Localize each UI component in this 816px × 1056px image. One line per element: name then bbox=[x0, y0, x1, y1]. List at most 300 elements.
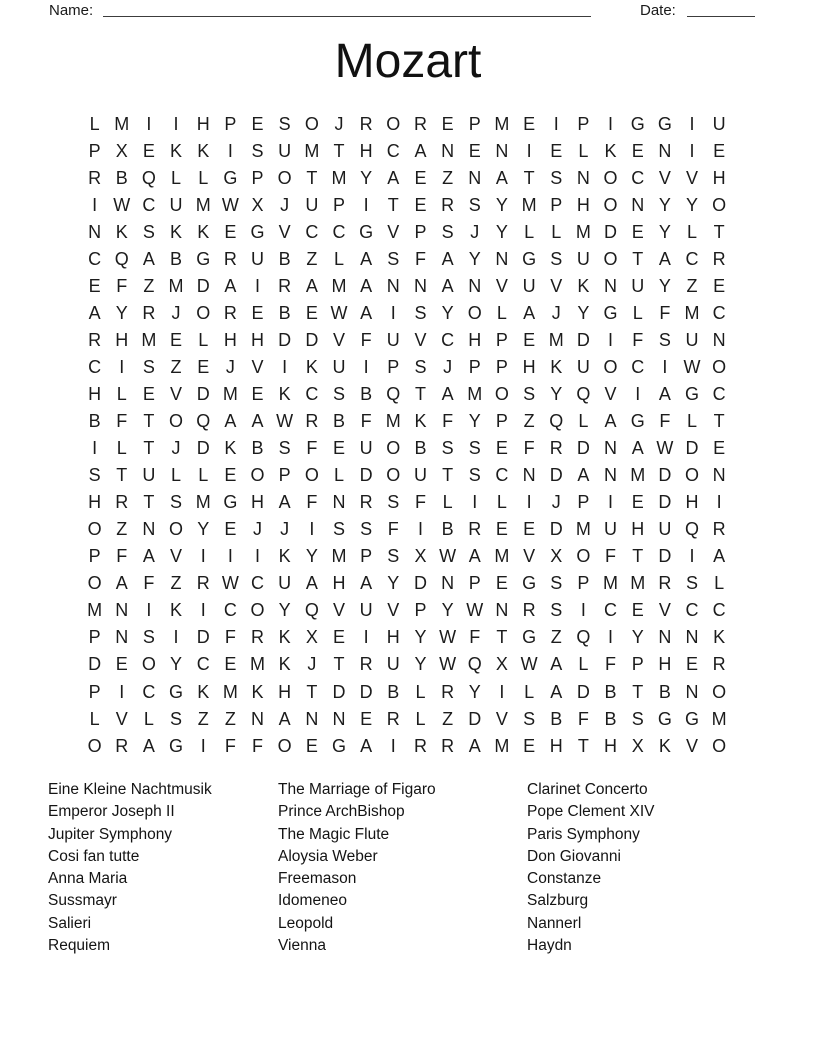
grid-letter-r13c8: S bbox=[278, 438, 291, 459]
grid-letter-r13c1: I bbox=[92, 438, 98, 459]
grid-letter-r17c9: Y bbox=[305, 546, 318, 567]
grid-letter-r24c6: F bbox=[224, 735, 236, 756]
grid-letter-r17c13: X bbox=[414, 546, 427, 567]
grid-letter-r11c20: V bbox=[604, 383, 617, 404]
grid-letter-r18c15: P bbox=[468, 573, 481, 594]
grid-letter-r5c1: N bbox=[88, 221, 102, 242]
grid-letter-r3c16: A bbox=[495, 167, 508, 188]
grid-letter-r11c3: E bbox=[142, 383, 155, 404]
grid-letter-r16c9: I bbox=[309, 519, 315, 540]
grid-letter-r15c5: M bbox=[195, 492, 211, 513]
grid-letter-r22c9: T bbox=[306, 681, 318, 702]
grid-letter-r8c15: O bbox=[467, 302, 482, 323]
grid-letter-r10c4: Z bbox=[170, 356, 182, 377]
grid-letter-r17c10: M bbox=[331, 546, 347, 567]
grid-letter-r7c17: U bbox=[522, 275, 536, 296]
grid-letter-r6c14: A bbox=[441, 248, 454, 269]
grid-letter-r1c14: E bbox=[441, 113, 454, 134]
grid-letter-r23c5: Z bbox=[197, 708, 209, 729]
grid-letter-r15c9: F bbox=[306, 492, 318, 513]
grid-letter-r4c11: I bbox=[363, 194, 369, 215]
grid-letter-r14c2: T bbox=[116, 465, 128, 486]
word-list-item: Prince ArchBishop bbox=[278, 803, 405, 821]
grid-letter-r12c20: A bbox=[604, 411, 617, 432]
grid-letter-r7c4: M bbox=[168, 275, 184, 296]
grid-letter-r22c23: N bbox=[685, 681, 699, 702]
grid-letter-r15c1: H bbox=[88, 492, 102, 513]
grid-letter-r21c11: R bbox=[359, 654, 373, 675]
grid-letter-r6c4: B bbox=[170, 248, 183, 269]
grid-letter-r5c21: E bbox=[631, 221, 644, 242]
grid-letter-r9c19: D bbox=[576, 329, 590, 350]
grid-letter-r21c2: E bbox=[115, 654, 128, 675]
grid-letter-r18c11: A bbox=[360, 573, 373, 594]
grid-letter-r5c11: G bbox=[359, 221, 374, 242]
grid-letter-r6c11: A bbox=[360, 248, 373, 269]
grid-letter-r7c6: A bbox=[224, 275, 237, 296]
grid-letter-r16c10: S bbox=[332, 519, 345, 540]
grid-letter-r2c2: X bbox=[115, 140, 128, 161]
grid-letter-r18c5: R bbox=[196, 573, 210, 594]
grid-letter-r8c24: C bbox=[712, 302, 726, 323]
grid-letter-r18c7: C bbox=[251, 573, 265, 594]
grid-letter-r17c16: M bbox=[494, 546, 510, 567]
grid-letter-r11c14: A bbox=[441, 383, 454, 404]
grid-letter-r15c21: E bbox=[631, 492, 644, 513]
grid-letter-r6c21: T bbox=[632, 248, 644, 269]
grid-letter-r24c20: H bbox=[604, 735, 618, 756]
grid-letter-r2c5: K bbox=[197, 140, 210, 161]
grid-letter-r20c13: Y bbox=[414, 627, 427, 648]
grid-letter-r16c4: O bbox=[169, 519, 184, 540]
grid-letter-r21c9: J bbox=[307, 654, 317, 675]
word-search-grid bbox=[81, 110, 733, 759]
grid-letter-r8c4: J bbox=[171, 302, 181, 323]
grid-letter-r5c2: K bbox=[115, 221, 128, 242]
grid-letter-r11c12: Q bbox=[386, 383, 401, 404]
grid-letter-r16c17: E bbox=[523, 519, 536, 540]
grid-letter-r9c4: E bbox=[170, 329, 183, 350]
grid-letter-r17c21: T bbox=[632, 546, 644, 567]
grid-letter-r7c24: E bbox=[713, 275, 726, 296]
grid-letter-r11c4: V bbox=[170, 383, 183, 404]
grid-letter-r13c5: D bbox=[196, 438, 210, 459]
grid-letter-r14c11: D bbox=[359, 465, 373, 486]
grid-letter-r4c4: U bbox=[169, 194, 183, 215]
grid-letter-r21c12: U bbox=[386, 654, 400, 675]
grid-letter-r21c20: F bbox=[605, 654, 617, 675]
grid-letter-r1c24: U bbox=[712, 113, 726, 134]
grid-letter-r24c22: K bbox=[658, 735, 671, 756]
grid-letter-r24c2: R bbox=[115, 735, 129, 756]
grid-letter-r21c23: E bbox=[686, 654, 699, 675]
grid-letter-r11c7: E bbox=[251, 383, 264, 404]
grid-letter-r23c14: Z bbox=[442, 708, 454, 729]
grid-letter-r11c10: S bbox=[332, 383, 345, 404]
grid-letter-r20c8: K bbox=[278, 627, 291, 648]
grid-letter-r10c17: H bbox=[522, 356, 536, 377]
grid-letter-r4c2: W bbox=[113, 194, 131, 215]
grid-letter-r24c18: H bbox=[549, 735, 563, 756]
grid-letter-r6c7: U bbox=[251, 248, 265, 269]
grid-letter-r14c22: D bbox=[658, 465, 672, 486]
grid-letter-r8c9: E bbox=[305, 302, 318, 323]
grid-letter-r15c13: F bbox=[414, 492, 426, 513]
grid-letter-r4c14: R bbox=[441, 194, 455, 215]
grid-letter-r13c15: S bbox=[468, 438, 481, 459]
grid-letter-r3c23: V bbox=[686, 167, 699, 188]
grid-letter-r14c19: A bbox=[577, 465, 590, 486]
grid-letter-r3c10: M bbox=[331, 167, 347, 188]
grid-letter-r1c23: I bbox=[689, 113, 695, 134]
grid-letter-r24c11: A bbox=[360, 735, 373, 756]
grid-letter-r14c18: D bbox=[549, 465, 563, 486]
grid-letter-r1c18: I bbox=[553, 113, 559, 134]
grid-letter-r9c1: R bbox=[88, 329, 102, 350]
grid-letter-r3c9: T bbox=[306, 167, 318, 188]
grid-letter-r2c3: E bbox=[142, 140, 155, 161]
grid-letter-r22c24: O bbox=[712, 681, 727, 702]
grid-letter-r22c3: C bbox=[142, 681, 156, 702]
grid-letter-r18c24: L bbox=[714, 573, 725, 594]
grid-letter-r13c14: S bbox=[441, 438, 454, 459]
grid-letter-r6c24: R bbox=[712, 248, 726, 269]
grid-letter-r16c14: B bbox=[441, 519, 454, 540]
grid-letter-r9c16: P bbox=[495, 329, 508, 350]
grid-letter-r21c22: H bbox=[658, 654, 672, 675]
grid-letter-r11c2: L bbox=[116, 383, 127, 404]
grid-letter-r10c23: W bbox=[683, 356, 701, 377]
grid-letter-r11c24: C bbox=[712, 383, 726, 404]
grid-letter-r8c6: R bbox=[223, 302, 237, 323]
grid-letter-r12c17: Z bbox=[523, 411, 535, 432]
grid-letter-r14c6: E bbox=[224, 465, 237, 486]
grid-letter-r12c7: A bbox=[251, 411, 264, 432]
grid-letter-r11c18: Y bbox=[550, 383, 563, 404]
grid-letter-r12c21: G bbox=[630, 411, 645, 432]
grid-letter-r7c23: Z bbox=[686, 275, 698, 296]
grid-letter-r3c11: Y bbox=[360, 167, 373, 188]
grid-letter-r4c21: N bbox=[631, 194, 645, 215]
grid-letter-r4c7: X bbox=[251, 194, 264, 215]
grid-letter-r13c19: D bbox=[576, 438, 590, 459]
grid-letter-r17c7: I bbox=[255, 546, 261, 567]
grid-letter-r12c3: T bbox=[143, 411, 155, 432]
grid-letter-r19c7: O bbox=[250, 600, 265, 621]
grid-letter-r13c3: T bbox=[143, 438, 155, 459]
grid-letter-r14c3: U bbox=[142, 465, 156, 486]
grid-letter-r10c6: J bbox=[225, 356, 235, 377]
grid-letter-r15c10: N bbox=[332, 492, 346, 513]
grid-letter-r12c10: B bbox=[332, 411, 345, 432]
grid-letter-r4c9: U bbox=[305, 194, 319, 215]
grid-letter-r5c15: J bbox=[470, 221, 480, 242]
grid-letter-r20c9: X bbox=[305, 627, 318, 648]
grid-letter-r8c18: J bbox=[551, 302, 561, 323]
grid-letter-r3c20: O bbox=[603, 167, 618, 188]
grid-letter-r6c18: S bbox=[550, 248, 563, 269]
word-list-item: Emperor Joseph II bbox=[48, 803, 175, 821]
grid-letter-r3c8: O bbox=[277, 167, 292, 188]
grid-letter-r7c10: M bbox=[331, 275, 347, 296]
grid-letter-r12c12: M bbox=[385, 411, 401, 432]
grid-letter-r6c13: F bbox=[414, 248, 426, 269]
grid-letter-r2c14: N bbox=[441, 140, 455, 161]
grid-letter-r2c12: C bbox=[386, 140, 400, 161]
grid-letter-r24c7: F bbox=[252, 735, 264, 756]
grid-letter-r12c6: A bbox=[224, 411, 237, 432]
grid-letter-r19c20: C bbox=[604, 600, 618, 621]
word-list-column-1 bbox=[48, 779, 212, 957]
grid-letter-r8c19: Y bbox=[577, 302, 590, 323]
grid-letter-r12c22: F bbox=[659, 411, 671, 432]
grid-letter-r4c16: Y bbox=[495, 194, 508, 215]
grid-letter-r24c10: G bbox=[331, 735, 346, 756]
grid-letter-r6c22: A bbox=[658, 248, 671, 269]
grid-letter-r14c14: T bbox=[442, 465, 454, 486]
grid-letter-r11c8: K bbox=[278, 383, 291, 404]
grid-letter-r21c14: W bbox=[439, 654, 457, 675]
grid-letter-r20c24: K bbox=[713, 627, 726, 648]
grid-letter-r15c24: I bbox=[716, 492, 722, 513]
grid-letter-r19c6: C bbox=[223, 600, 237, 621]
grid-letter-r10c19: U bbox=[576, 356, 590, 377]
grid-letter-r14c16: C bbox=[495, 465, 509, 486]
grid-letter-r5c16: Y bbox=[495, 221, 508, 242]
grid-letter-r23c4: S bbox=[170, 708, 183, 729]
word-list-item: Nannerl bbox=[527, 914, 582, 932]
grid-letter-r22c17: L bbox=[524, 681, 535, 702]
grid-letter-r23c10: N bbox=[332, 708, 346, 729]
grid-letter-r7c15: N bbox=[468, 275, 482, 296]
grid-letter-r24c12: I bbox=[390, 735, 396, 756]
grid-letter-r3c6: G bbox=[223, 167, 238, 188]
grid-letter-r8c13: S bbox=[414, 302, 427, 323]
grid-letter-r19c9: Q bbox=[304, 600, 319, 621]
grid-letter-r18c8: U bbox=[278, 573, 292, 594]
grid-letter-r2c16: N bbox=[495, 140, 509, 161]
grid-letter-r20c16: T bbox=[496, 627, 508, 648]
grid-letter-r17c3: A bbox=[142, 546, 155, 567]
word-list-item: Aloysia Weber bbox=[278, 847, 378, 865]
grid-letter-r22c2: I bbox=[119, 681, 125, 702]
grid-letter-r19c15: W bbox=[466, 600, 484, 621]
grid-letter-r14c20: N bbox=[604, 465, 618, 486]
grid-letter-r2c17: I bbox=[526, 140, 532, 161]
grid-letter-r13c13: B bbox=[414, 438, 427, 459]
grid-letter-r9c7: H bbox=[251, 329, 265, 350]
grid-letter-r8c22: F bbox=[659, 302, 671, 323]
grid-letter-r17c6: I bbox=[227, 546, 233, 567]
grid-letter-r8c2: Y bbox=[115, 302, 128, 323]
grid-letter-r24c9: E bbox=[305, 735, 318, 756]
grid-letter-r2c1: P bbox=[88, 140, 101, 161]
grid-letter-r23c18: B bbox=[550, 708, 563, 729]
grid-letter-r4c18: P bbox=[550, 194, 563, 215]
grid-letter-r18c4: Z bbox=[170, 573, 182, 594]
grid-letter-r19c22: V bbox=[658, 600, 671, 621]
word-list-item: Sussmayr bbox=[48, 892, 117, 910]
grid-letter-r13c22: W bbox=[656, 438, 674, 459]
grid-letter-r5c12: V bbox=[387, 221, 400, 242]
grid-letter-r15c6: G bbox=[223, 492, 238, 513]
grid-letter-r6c1: C bbox=[88, 248, 102, 269]
grid-letter-r11c5: D bbox=[196, 383, 210, 404]
grid-letter-r13c21: A bbox=[631, 438, 644, 459]
grid-letter-r5c13: P bbox=[414, 221, 427, 242]
grid-letter-r22c22: B bbox=[658, 681, 671, 702]
grid-letter-r2c9: M bbox=[304, 140, 320, 161]
grid-letter-r13c11: U bbox=[359, 438, 373, 459]
grid-letter-r17c4: V bbox=[170, 546, 183, 567]
grid-letter-r19c17: R bbox=[522, 600, 536, 621]
grid-letter-r20c14: W bbox=[439, 627, 457, 648]
grid-letter-r4c5: M bbox=[195, 194, 211, 215]
grid-letter-r16c22: U bbox=[658, 519, 672, 540]
grid-letter-r7c7: I bbox=[255, 275, 261, 296]
grid-letter-r10c2: I bbox=[119, 356, 125, 377]
grid-letter-r20c7: R bbox=[251, 627, 265, 648]
grid-letter-r18c1: O bbox=[87, 573, 102, 594]
grid-letter-r23c16: V bbox=[495, 708, 508, 729]
grid-letter-r19c21: E bbox=[631, 600, 644, 621]
grid-letter-r24c16: M bbox=[494, 735, 510, 756]
grid-letter-r5c24: T bbox=[713, 221, 725, 242]
grid-letter-r23c7: N bbox=[251, 708, 265, 729]
grid-letter-r10c24: O bbox=[712, 356, 727, 377]
grid-letter-r6c16: N bbox=[495, 248, 509, 269]
grid-letter-r18c19: P bbox=[577, 573, 590, 594]
grid-letter-r16c24: R bbox=[712, 519, 726, 540]
grid-letter-r5c10: C bbox=[332, 221, 346, 242]
grid-letter-r23c21: S bbox=[631, 708, 644, 729]
grid-letter-r16c13: I bbox=[417, 519, 423, 540]
word-list-item: Jupiter Symphony bbox=[48, 825, 173, 843]
grid-letter-r3c24: H bbox=[712, 167, 726, 188]
grid-letter-r18c14: N bbox=[441, 573, 455, 594]
grid-letter-r12c9: R bbox=[305, 411, 319, 432]
grid-letter-r9c8: D bbox=[278, 329, 292, 350]
grid-letter-r12c24: T bbox=[713, 411, 725, 432]
grid-letter-r23c23: G bbox=[685, 708, 700, 729]
grid-letter-r14c5: L bbox=[198, 465, 209, 486]
grid-letter-r19c5: I bbox=[200, 600, 206, 621]
grid-letter-r21c15: Q bbox=[467, 654, 482, 675]
grid-letter-r22c20: B bbox=[604, 681, 617, 702]
grid-letter-r22c21: T bbox=[632, 681, 644, 702]
grid-letter-r15c7: H bbox=[251, 492, 265, 513]
grid-letter-r15c8: A bbox=[278, 492, 291, 513]
grid-letter-r23c8: A bbox=[278, 708, 291, 729]
grid-letter-r12c2: F bbox=[116, 411, 128, 432]
grid-letter-r2c7: S bbox=[251, 140, 264, 161]
grid-letter-r22c19: D bbox=[576, 681, 590, 702]
grid-letter-r3c2: B bbox=[115, 167, 128, 188]
grid-letter-r19c1: M bbox=[87, 600, 103, 621]
grid-letter-r5c6: E bbox=[224, 221, 237, 242]
grid-letter-r3c15: N bbox=[468, 167, 482, 188]
grid-letter-r23c19: F bbox=[577, 708, 589, 729]
grid-letter-r6c6: R bbox=[223, 248, 237, 269]
grid-letter-r16c23: Q bbox=[685, 519, 700, 540]
grid-letter-r4c3: C bbox=[142, 194, 156, 215]
grid-letter-r14c12: O bbox=[386, 465, 401, 486]
word-list-column-2 bbox=[278, 779, 436, 957]
grid-letter-r1c6: P bbox=[224, 113, 237, 134]
grid-letter-r6c9: Z bbox=[306, 248, 318, 269]
grid-letter-r9c18: M bbox=[548, 329, 564, 350]
grid-letter-r19c19: I bbox=[580, 600, 586, 621]
grid-letter-r6c12: S bbox=[387, 248, 400, 269]
grid-letter-r5c3: S bbox=[142, 221, 155, 242]
grid-letter-r16c19: M bbox=[575, 519, 591, 540]
grid-letter-r17c24: A bbox=[713, 546, 726, 567]
word-list-item: The Magic Flute bbox=[278, 825, 390, 843]
grid-letter-r12c15: Y bbox=[468, 411, 481, 432]
grid-letter-r2c15: E bbox=[468, 140, 481, 161]
grid-letter-r2c10: T bbox=[333, 140, 345, 161]
word-list-item: Cosi fan tutte bbox=[48, 847, 140, 865]
word-list-column-3 bbox=[527, 779, 655, 957]
grid-letter-r10c8: I bbox=[282, 356, 288, 377]
grid-letter-r24c14: R bbox=[441, 735, 455, 756]
grid-letter-r5c18: L bbox=[551, 221, 562, 242]
grid-letter-r20c23: N bbox=[685, 627, 699, 648]
grid-letter-r21c17: W bbox=[520, 654, 538, 675]
word-list-item: Salieri bbox=[48, 914, 92, 932]
word-list-item: Vienna bbox=[278, 937, 326, 955]
grid-letter-r5c22: Y bbox=[658, 221, 671, 242]
grid-letter-r9c11: F bbox=[360, 329, 372, 350]
grid-letter-r9c20: I bbox=[608, 329, 614, 350]
grid-letter-r17c11: P bbox=[360, 546, 373, 567]
grid-letter-r21c10: T bbox=[333, 654, 345, 675]
grid-letter-r4c15: S bbox=[468, 194, 481, 215]
grid-letter-r5c14: S bbox=[441, 221, 454, 242]
grid-letter-r15c16: L bbox=[496, 492, 507, 513]
grid-letter-r13c10: E bbox=[332, 438, 345, 459]
grid-letter-r1c4: I bbox=[173, 113, 179, 134]
grid-letter-r11c11: B bbox=[360, 383, 373, 404]
grid-letter-r8c3: R bbox=[142, 302, 156, 323]
grid-letter-r4c22: Y bbox=[658, 194, 671, 215]
grid-letter-r2c8: U bbox=[278, 140, 292, 161]
grid-letter-r4c12: T bbox=[387, 194, 399, 215]
grid-letter-r22c8: H bbox=[278, 681, 292, 702]
grid-letter-r11c23: G bbox=[685, 383, 700, 404]
grid-letter-r7c22: Y bbox=[658, 275, 671, 296]
grid-letter-r11c21: I bbox=[635, 383, 641, 404]
grid-letter-r8c17: A bbox=[523, 302, 536, 323]
grid-letter-r6c17: G bbox=[522, 248, 537, 269]
grid-letter-r7c2: F bbox=[116, 275, 128, 296]
grid-letter-r5c4: K bbox=[170, 221, 183, 242]
grid-letter-r12c13: K bbox=[414, 411, 427, 432]
grid-letter-r22c18: A bbox=[550, 681, 563, 702]
grid-letter-r14c4: L bbox=[171, 465, 182, 486]
grid-letter-r16c12: F bbox=[387, 519, 399, 540]
grid-letter-r19c2: N bbox=[115, 600, 129, 621]
grid-letter-r13c6: K bbox=[224, 438, 237, 459]
grid-letter-r7c19: K bbox=[577, 275, 590, 296]
grid-letter-r15c22: D bbox=[658, 492, 672, 513]
grid-letter-r13c16: E bbox=[495, 438, 508, 459]
grid-letter-r14c23: O bbox=[685, 465, 700, 486]
grid-letter-r3c21: C bbox=[631, 167, 645, 188]
grid-letter-r8c10: W bbox=[330, 302, 348, 323]
grid-letter-r14c21: M bbox=[630, 465, 646, 486]
grid-letter-r15c19: P bbox=[577, 492, 590, 513]
